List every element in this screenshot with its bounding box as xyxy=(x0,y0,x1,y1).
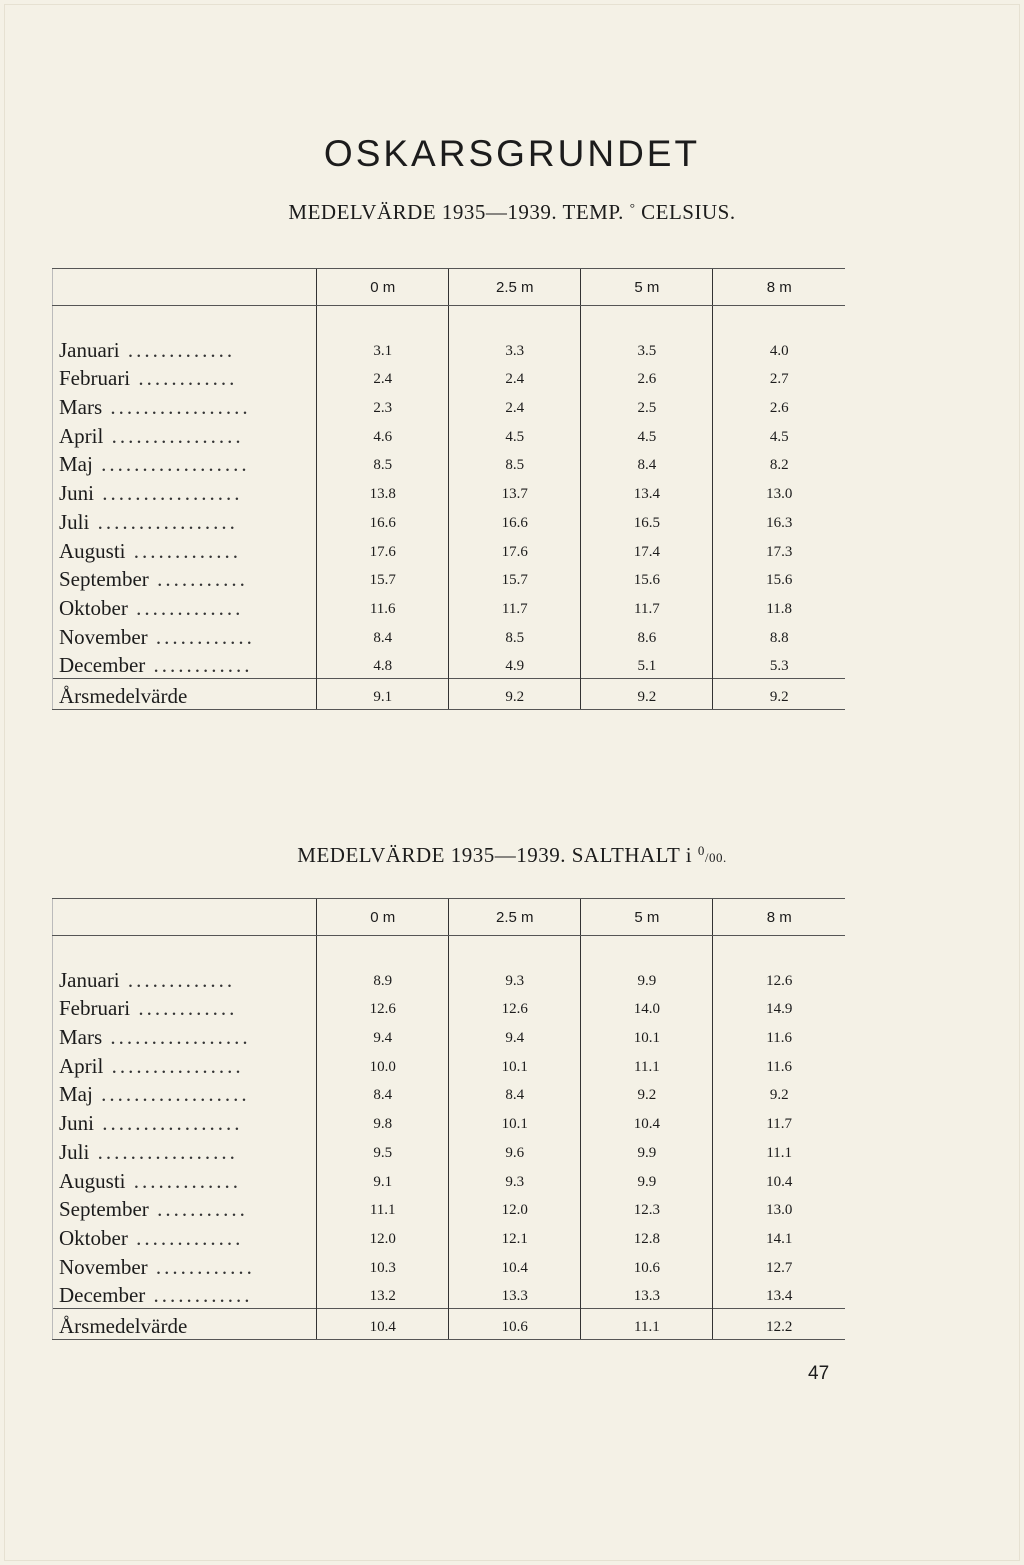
value-cell: 8.9 xyxy=(317,964,449,993)
permille-sup: 0 xyxy=(697,843,705,858)
table-row xyxy=(53,1194,846,1223)
salinity-subtitle-main: MEDELVÄRDE 1935—1939. SALTHALT i xyxy=(297,843,693,867)
value-cell: 12.7 xyxy=(713,1251,845,1280)
month-cell xyxy=(53,1107,317,1136)
table-row xyxy=(53,1021,846,1050)
leader-dots: ............. xyxy=(127,1225,244,1250)
month-name: April xyxy=(59,1053,104,1078)
value-cell: 9.9 xyxy=(581,964,713,993)
permille-sub: /00. xyxy=(704,850,727,865)
value-cell: 12.0 xyxy=(449,1194,581,1223)
value-cell: 13.4 xyxy=(713,1280,845,1309)
value-cell: 14.0 xyxy=(581,993,713,1022)
value-cell: 13.3 xyxy=(581,1280,713,1309)
annual-mean-value: 9.2 xyxy=(581,679,713,710)
value-cell: 8.6 xyxy=(581,621,713,650)
value-cell: 11.1 xyxy=(581,1050,713,1079)
value-cell: 8.4 xyxy=(449,1079,581,1108)
annual-mean-value: 10.6 xyxy=(449,1309,581,1340)
table-row xyxy=(53,449,846,478)
spacer-cell xyxy=(449,936,581,965)
column-header: 8 m xyxy=(713,269,845,306)
leader-dots: ................. xyxy=(89,1139,238,1164)
value-cell: 17.3 xyxy=(713,535,845,564)
value-cell: 2.4 xyxy=(449,363,581,392)
month-cell xyxy=(53,1050,317,1079)
value-cell: 2.6 xyxy=(713,391,845,420)
leader-dots: ............. xyxy=(125,1168,242,1193)
month-cell xyxy=(53,477,317,506)
table-row xyxy=(53,334,846,363)
value-cell: 10.3 xyxy=(317,1251,449,1280)
month-cell xyxy=(53,1136,317,1165)
spacer-cell xyxy=(449,306,581,335)
leader-dots: ........... xyxy=(148,1197,248,1222)
value-cell: 4.5 xyxy=(713,420,845,449)
table-header-row xyxy=(53,269,846,306)
value-cell: 16.6 xyxy=(317,506,449,535)
month-name: Maj xyxy=(59,452,93,477)
value-cell: 15.6 xyxy=(581,564,713,593)
month-cell xyxy=(53,449,317,478)
leader-dots: ................. xyxy=(89,509,238,534)
value-cell: 11.7 xyxy=(713,1107,845,1136)
value-cell: 13.0 xyxy=(713,1194,845,1223)
temperature-subtitle-unit: CELSIUS. xyxy=(641,200,736,224)
leader-dots: ................. xyxy=(102,1025,251,1050)
annual-mean-label: Årsmedelvärde xyxy=(53,679,317,710)
value-cell: 11.6 xyxy=(713,1050,845,1079)
value-cell: 2.4 xyxy=(449,391,581,420)
annual-mean-label: Årsmedelvärde xyxy=(53,1309,317,1340)
value-cell: 12.8 xyxy=(581,1222,713,1251)
value-cell: 11.1 xyxy=(317,1194,449,1223)
leader-dots: ........... xyxy=(148,567,248,592)
value-cell: 14.1 xyxy=(713,1222,845,1251)
spacer-cell xyxy=(713,936,845,965)
value-cell: 2.5 xyxy=(581,391,713,420)
table-row xyxy=(53,1280,846,1309)
month-cell xyxy=(53,363,317,392)
annual-mean-value: 12.2 xyxy=(713,1309,845,1340)
leader-dots: ............. xyxy=(127,595,244,620)
page-number: 47 xyxy=(808,1363,830,1384)
value-cell: 8.5 xyxy=(449,621,581,650)
table-row xyxy=(53,535,846,564)
table-row xyxy=(53,1079,846,1108)
month-name: Januari xyxy=(59,967,120,992)
value-cell: 8.8 xyxy=(713,621,845,650)
column-header: 5 m xyxy=(581,269,713,306)
value-cell: 9.3 xyxy=(449,1165,581,1194)
value-cell: 9.4 xyxy=(317,1021,449,1050)
table-row xyxy=(53,1136,846,1165)
value-cell: 3.5 xyxy=(581,334,713,363)
month-cell xyxy=(53,535,317,564)
value-cell: 9.2 xyxy=(713,1079,845,1108)
value-cell: 10.0 xyxy=(317,1050,449,1079)
value-cell: 12.6 xyxy=(713,964,845,993)
month-cell xyxy=(53,650,317,679)
value-cell: 16.5 xyxy=(581,506,713,535)
value-cell: 8.4 xyxy=(317,621,449,650)
value-cell: 9.3 xyxy=(449,964,581,993)
leader-dots: ................. xyxy=(102,395,251,420)
month-cell xyxy=(53,1079,317,1108)
value-cell: 4.9 xyxy=(449,650,581,679)
degree-symbol: ° xyxy=(629,200,636,215)
value-cell: 4.5 xyxy=(449,420,581,449)
spacer-cell xyxy=(713,306,845,335)
month-cell xyxy=(53,1280,317,1309)
value-cell: 14.9 xyxy=(713,993,845,1022)
spacer-cell xyxy=(317,936,449,965)
value-cell: 2.3 xyxy=(317,391,449,420)
leader-dots: ............ xyxy=(130,366,238,391)
value-cell: 4.0 xyxy=(713,334,845,363)
leader-dots: ............. xyxy=(119,337,236,362)
value-cell: 9.6 xyxy=(449,1136,581,1165)
month-name: Maj xyxy=(59,1082,93,1107)
salinity-subtitle xyxy=(0,843,1024,868)
leader-dots: .................. xyxy=(92,1082,250,1107)
leader-dots: ................. xyxy=(94,481,243,506)
salinity-table xyxy=(52,898,845,1340)
value-cell: 9.1 xyxy=(317,1165,449,1194)
temperature-subtitle-main: MEDELVÄRDE 1935—1939. TEMP. xyxy=(288,200,624,224)
value-cell: 5.1 xyxy=(581,650,713,679)
value-cell: 10.4 xyxy=(713,1165,845,1194)
month-name: December xyxy=(59,1283,146,1308)
table-row xyxy=(53,964,846,993)
month-name: Juli xyxy=(59,509,90,534)
temperature-table xyxy=(52,268,845,710)
column-header: 8 m xyxy=(713,899,845,936)
column-header: 0 m xyxy=(317,899,449,936)
value-cell: 10.6 xyxy=(581,1251,713,1280)
value-cell: 13.7 xyxy=(449,477,581,506)
value-cell: 9.5 xyxy=(317,1136,449,1165)
month-cell xyxy=(53,964,317,993)
value-cell: 11.8 xyxy=(713,592,845,621)
month-cell xyxy=(53,420,317,449)
leader-dots: ................ xyxy=(103,423,244,448)
label-column-header xyxy=(53,899,317,936)
value-cell: 5.3 xyxy=(713,650,845,679)
value-cell: 9.9 xyxy=(581,1165,713,1194)
month-cell xyxy=(53,1194,317,1223)
annual-mean-value: 11.1 xyxy=(581,1309,713,1340)
spacer-row xyxy=(53,306,846,335)
annual-mean-value: 9.2 xyxy=(449,679,581,710)
month-name: Mars xyxy=(59,1025,103,1050)
spacer-cell xyxy=(317,306,449,335)
value-cell: 10.1 xyxy=(449,1050,581,1079)
value-cell: 16.3 xyxy=(713,506,845,535)
leader-dots: ............. xyxy=(125,538,242,563)
table-row xyxy=(53,993,846,1022)
value-cell: 12.6 xyxy=(449,993,581,1022)
temperature-subtitle xyxy=(0,200,1024,225)
value-cell: 8.5 xyxy=(317,449,449,478)
value-cell: 9.4 xyxy=(449,1021,581,1050)
leader-dots: ............ xyxy=(130,996,238,1021)
value-cell: 17.4 xyxy=(581,535,713,564)
leader-dots: ............ xyxy=(145,1283,253,1308)
value-cell: 2.7 xyxy=(713,363,845,392)
column-header: 0 m xyxy=(317,269,449,306)
table-row xyxy=(53,1107,846,1136)
value-cell: 12.1 xyxy=(449,1222,581,1251)
month-name: November xyxy=(59,624,148,649)
leader-dots: ............. xyxy=(119,967,236,992)
month-name: September xyxy=(59,1197,149,1222)
month-cell xyxy=(53,391,317,420)
value-cell: 12.0 xyxy=(317,1222,449,1251)
value-cell: 15.7 xyxy=(449,564,581,593)
value-cell: 16.6 xyxy=(449,506,581,535)
value-cell: 17.6 xyxy=(317,535,449,564)
value-cell: 13.3 xyxy=(449,1280,581,1309)
month-name: Mars xyxy=(59,395,103,420)
value-cell: 9.2 xyxy=(581,1079,713,1108)
month-cell xyxy=(53,993,317,1022)
month-cell xyxy=(53,592,317,621)
month-name: Februari xyxy=(59,996,131,1021)
month-name: November xyxy=(59,1254,148,1279)
leader-dots: .................. xyxy=(92,452,250,477)
value-cell: 11.7 xyxy=(449,592,581,621)
value-cell: 12.3 xyxy=(581,1194,713,1223)
month-name: Juni xyxy=(59,1111,95,1136)
value-cell: 4.5 xyxy=(581,420,713,449)
value-cell: 2.6 xyxy=(581,363,713,392)
value-cell: 8.4 xyxy=(581,449,713,478)
value-cell: 11.7 xyxy=(581,592,713,621)
month-name: Januari xyxy=(59,337,120,362)
month-name: April xyxy=(59,423,104,448)
month-cell xyxy=(53,621,317,650)
month-cell xyxy=(53,1222,317,1251)
leader-dots: ................ xyxy=(103,1053,244,1078)
value-cell: 3.3 xyxy=(449,334,581,363)
value-cell: 9.9 xyxy=(581,1136,713,1165)
value-cell: 8.5 xyxy=(449,449,581,478)
leader-dots: ............ xyxy=(147,1254,255,1279)
value-cell: 13.0 xyxy=(713,477,845,506)
value-cell: 13.4 xyxy=(581,477,713,506)
month-name: Juni xyxy=(59,481,95,506)
month-name: Oktober xyxy=(59,1225,128,1250)
value-cell: 13.2 xyxy=(317,1280,449,1309)
month-cell xyxy=(53,1251,317,1280)
value-cell: 10.4 xyxy=(449,1251,581,1280)
table-row xyxy=(53,477,846,506)
table-row xyxy=(53,621,846,650)
column-header: 2.5 m xyxy=(449,899,581,936)
page-title: OSKARSGRUNDET xyxy=(323,133,701,174)
leader-dots: ................. xyxy=(94,1111,243,1136)
value-cell: 2.4 xyxy=(317,363,449,392)
label-column-header xyxy=(53,269,317,306)
month-name: December xyxy=(59,653,146,678)
value-cell: 17.6 xyxy=(449,535,581,564)
value-cell: 11.6 xyxy=(317,592,449,621)
value-cell: 8.2 xyxy=(713,449,845,478)
table-row xyxy=(53,1050,846,1079)
month-name: Augusti xyxy=(59,1168,126,1193)
table-row xyxy=(53,420,846,449)
table-row xyxy=(53,506,846,535)
value-cell: 11.6 xyxy=(713,1021,845,1050)
month-cell xyxy=(53,334,317,363)
spacer-cell xyxy=(581,936,713,965)
spacer-cell xyxy=(581,306,713,335)
month-name: Augusti xyxy=(59,538,126,563)
month-name: September xyxy=(59,567,149,592)
month-cell xyxy=(53,506,317,535)
table-row xyxy=(53,363,846,392)
spacer-row xyxy=(53,936,846,965)
table-header-row xyxy=(53,899,846,936)
annual-mean-value: 9.1 xyxy=(317,679,449,710)
annual-mean-value: 9.2 xyxy=(713,679,845,710)
value-cell: 8.4 xyxy=(317,1079,449,1108)
value-cell: 15.6 xyxy=(713,564,845,593)
table-row xyxy=(53,650,846,679)
value-cell: 12.6 xyxy=(317,993,449,1022)
value-cell: 11.1 xyxy=(713,1136,845,1165)
month-name: Juli xyxy=(59,1139,90,1164)
table-row xyxy=(53,1251,846,1280)
month-name: Februari xyxy=(59,366,131,391)
value-cell: 10.4 xyxy=(581,1107,713,1136)
table-row xyxy=(53,592,846,621)
value-cell: 4.6 xyxy=(317,420,449,449)
leader-dots: ............ xyxy=(147,624,255,649)
month-cell xyxy=(53,1021,317,1050)
table-row xyxy=(53,564,846,593)
value-cell: 9.8 xyxy=(317,1107,449,1136)
value-cell: 10.1 xyxy=(581,1021,713,1050)
column-header: 2.5 m xyxy=(449,269,581,306)
month-cell xyxy=(53,1165,317,1194)
column-header: 5 m xyxy=(581,899,713,936)
month-name: Oktober xyxy=(59,595,128,620)
annual-mean-value: 10.4 xyxy=(317,1309,449,1340)
value-cell: 4.8 xyxy=(317,650,449,679)
table-row xyxy=(53,391,846,420)
spacer-cell xyxy=(53,936,317,965)
value-cell: 3.1 xyxy=(317,334,449,363)
value-cell: 10.1 xyxy=(449,1107,581,1136)
annual-mean-row xyxy=(53,1309,846,1340)
table-row xyxy=(53,1165,846,1194)
value-cell: 15.7 xyxy=(317,564,449,593)
leader-dots: ............ xyxy=(145,653,253,678)
month-cell xyxy=(53,564,317,593)
table-row xyxy=(53,1222,846,1251)
annual-mean-row xyxy=(53,679,846,710)
spacer-cell xyxy=(53,306,317,335)
value-cell: 13.8 xyxy=(317,477,449,506)
